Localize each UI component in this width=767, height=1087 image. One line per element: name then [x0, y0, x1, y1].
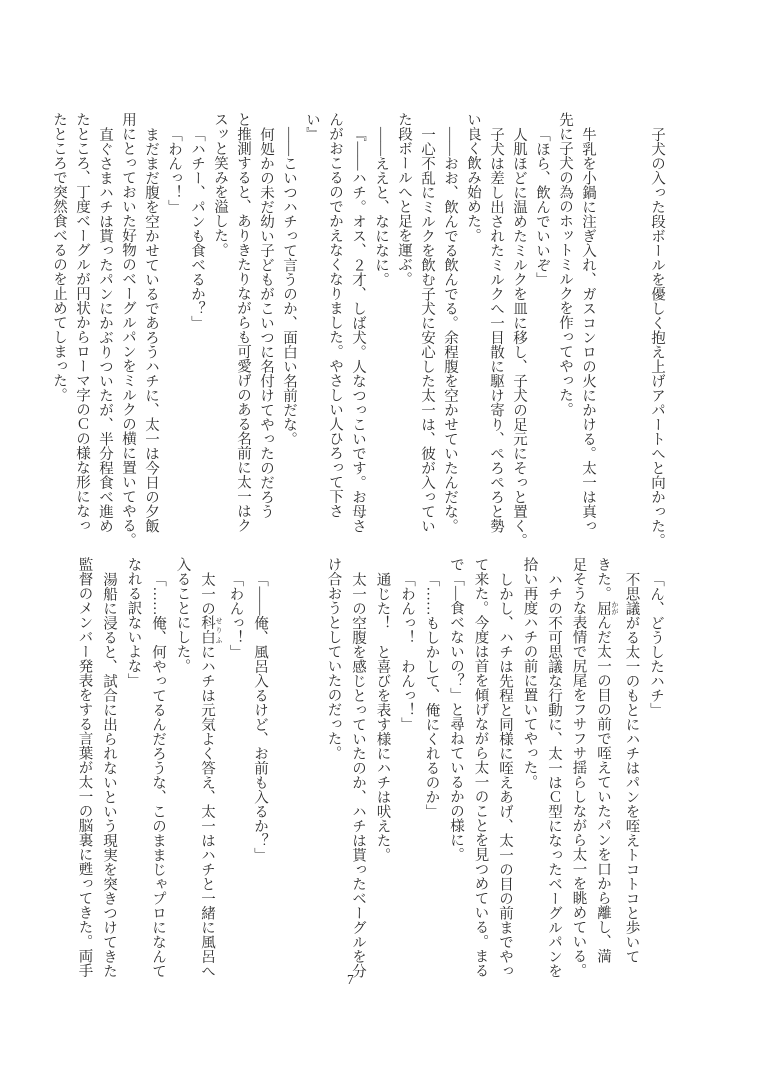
furigana-text: せりふ	[215, 615, 223, 644]
text-line: 子犬の入った段ボールを優しく抱え上げアパートへと向かった。	[649, 126, 665, 547]
text-line: 太一の科白 せりふにハチは元気よく答え、太一はハチと一緒に風呂へ	[199, 571, 223, 978]
text-line: しかし、ハチは先程と同様に咥えあげ、太一の目の前までやっ	[497, 571, 513, 978]
text-line: 「ほら、飲んでいいぞ」	[534, 126, 550, 286]
text-line: た段ボールへと足を運ぶ。	[396, 112, 412, 286]
text-line: 足そうな表情で尻尾をフサフサ揺らしながら太一を眺めている。	[570, 557, 587, 978]
text-line: 子犬は差し出されたミルクへ一目散に駆け寄り、ぺろぺろと勢	[488, 126, 504, 533]
text-line: きた。屈 かがんだ太一の目の前で咥えていたパンを口から離し、満	[595, 557, 619, 963]
text-line: 拾い再度ハチの前に置いてやった。	[521, 557, 538, 789]
text-line: ――こいつハチって言うのか、面白い名前だな。	[281, 126, 297, 446]
text-line: たところ、丁度ベーグルが円状からローマ字のＣの様な形になっ	[74, 112, 90, 533]
text-line: て来た。今度は首を傾げながら太一のことを見つめている。まる	[472, 557, 489, 978]
text-line: ハチの不可思議な行動に、太一はＣ型になったベーグルパンを	[546, 571, 562, 978]
furigana-base: 屈 かが	[595, 600, 619, 615]
text-line: 「わんっ！ わんっ！」	[399, 571, 415, 731]
text-line: 一心不乱にミルクを飲む子犬に安心した太一は、彼が入ってい	[419, 126, 435, 533]
text-line: 不思議がる太一のもとにハチはパンを咥えトコトコと歩いて	[623, 571, 640, 963]
text-line: で「―食べないの？」と尋ねているかの様に。	[448, 557, 464, 862]
text-line: 「わんっ！」	[227, 571, 244, 659]
text-line: 「……もしかして、俺にくれるのか」	[423, 571, 440, 818]
scene-break-blank-line	[622, 112, 645, 554]
text-line: ――おお、飲んでる飲んでる。余程腹を空かせていたんだな。	[442, 126, 458, 533]
scene-break-blank-line	[297, 557, 322, 1002]
text-line: 入ることにした。	[174, 557, 191, 673]
scene-break-blank-line	[599, 112, 622, 554]
text-line: ――ええと、なになに。	[373, 126, 389, 286]
text-line: い』	[304, 112, 320, 141]
furigana-text: かが	[611, 600, 619, 615]
text-line: 湯船に浸ると、試合に出られないという現実を突きつけてきた	[101, 571, 117, 978]
text-line: 直ぐさまハチは貰ったパンにかぶりついたが、半分程食べ進め	[97, 126, 113, 533]
text-line: んがおこるのでかえなくなりました。やさしい人ひろって下さ	[327, 112, 343, 518]
text-line: 「ん、どうしたハチ」	[648, 571, 664, 717]
furigana-base: 科白 せりふ	[199, 615, 223, 644]
text-line: 牛乳を小鍋に注ぎ入れ、ガスコンロの火にかける。太一は真っ	[580, 126, 596, 533]
text-line: 通じた！ と喜びを表す様にハチは吠えた。	[374, 571, 391, 862]
page-number: 7	[347, 972, 354, 987]
text-line: スッと笑みを溢した。	[212, 112, 228, 257]
lower-text-block	[72, 557, 668, 1002]
text-line: 「ハチー、パンも食べるか？」	[189, 126, 205, 330]
text-line: なれる訳ないよな」	[125, 557, 142, 688]
text-line: け合おうとしていたのだった。	[325, 557, 342, 760]
scene-break-blank-line	[272, 557, 297, 1002]
text-line: 監督のメンバー発表をする言葉が太一の脳裏に甦ってきた。両手	[76, 557, 93, 978]
text-line: 人肌ほどに温めたミルクを皿に移し、子犬の足元にそっと置く。	[511, 126, 527, 547]
text-line: まだまだ腹を空かせているであろうハチに、太一は今日の夕飯	[143, 126, 159, 533]
text-line: たところで突然食べるのを止めてしまった。	[51, 112, 67, 402]
upper-text-block	[47, 112, 668, 554]
text-line: 「――俺、風呂入るけど、お前も入るか？」	[252, 571, 268, 862]
text-line: と推測すると、ありきたりながらも可愛げのある名前に太一はク	[235, 112, 251, 533]
text-line: 用にとっておいた好物のベーグルパンをミルクの横に置いてやる。	[120, 112, 136, 547]
text-line: い良く飲み始めた。	[465, 112, 481, 243]
text-line: 『――ハチ。オス、２才、しば犬。人なつっこいです。お母さ	[350, 126, 366, 533]
text-line: 先に子犬の為のホットミルクを作ってやった。	[557, 112, 573, 417]
text-line: 「わんっ！」	[166, 126, 182, 214]
text-line: 太一の空腹を感じとっていたのか、ハチは貰ったベーグルを分	[350, 571, 366, 978]
text-line: 何処かの未だ幼い子どもがこいつに名付けてやったのだろう	[258, 126, 274, 518]
text-line: 「……俺、何やってるんだろうな、このままじゃプロになんて	[150, 571, 166, 978]
